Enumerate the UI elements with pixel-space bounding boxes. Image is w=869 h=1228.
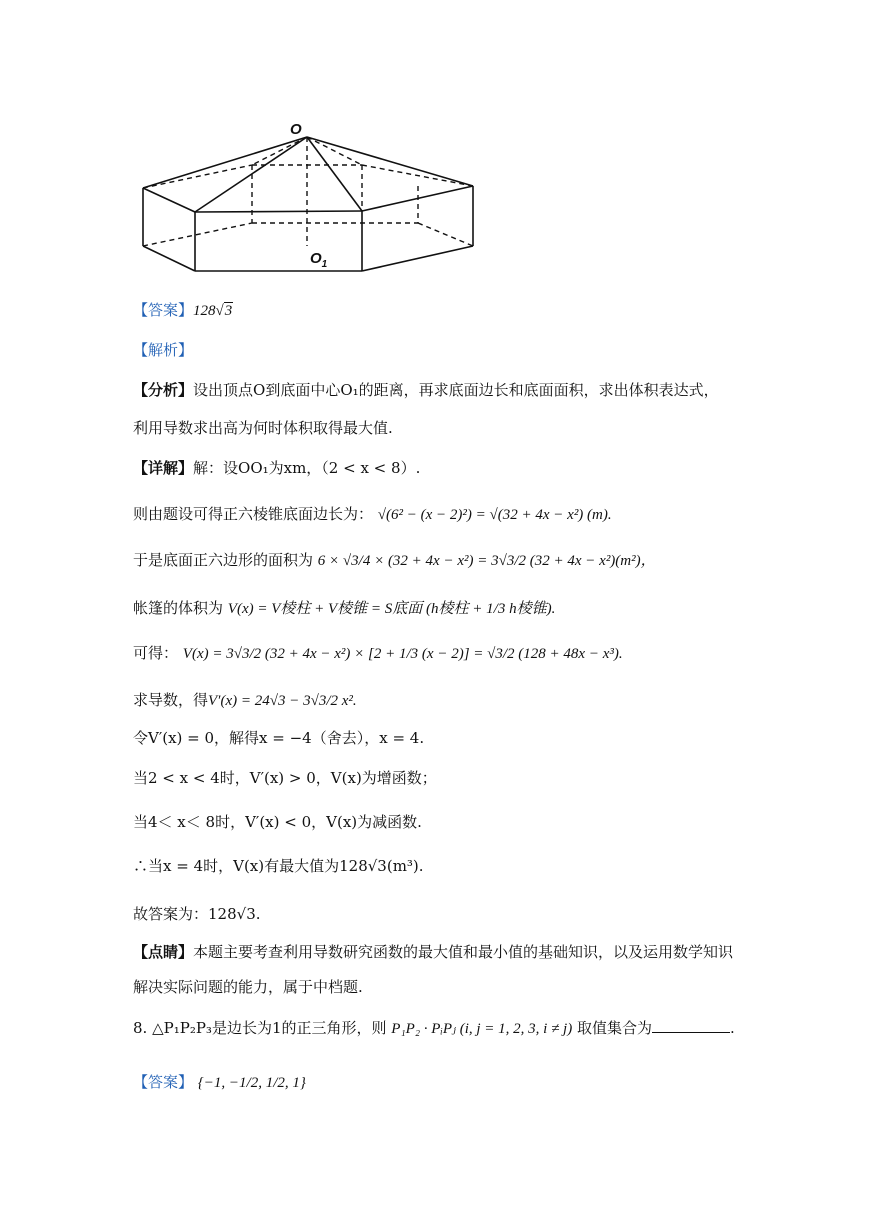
q8-number: 8. [133, 1019, 148, 1037]
step10-line [133, 904, 261, 924]
fenxi-text-1: 设出顶点O到底面中心O₁的距离，再求底面边长和底面面积，求出体积表达式， [193, 381, 719, 399]
step2-text: 于是底面正六边形的面积为 [133, 551, 314, 569]
answer-root: 3 [224, 303, 233, 319]
answer-blank [652, 1018, 730, 1033]
center-label-letter: O [310, 250, 322, 267]
step9-text: ∴当x = 4时，V(x)有最大值为128√3(m³). [133, 857, 424, 875]
q8-answer-set: {−1, −1/2, 1/2, 1} [197, 1075, 306, 1091]
fenxi-label: 【分析】 [133, 381, 194, 399]
step7-line [133, 768, 437, 788]
step1-math: √(6² − (x − 2)²) = √(32 + 4x − x²) (m). [377, 507, 612, 523]
q8-text-b: 取值集合为 [577, 1019, 653, 1037]
step7-text: 当2 < x < 4时，V′(x) > 0，V(x)为增函数； [133, 769, 437, 787]
step9-line [133, 856, 424, 876]
step4-line [133, 643, 623, 664]
fenxi-line1 [133, 380, 719, 400]
q8-vector-expr: P₁P₂ · PᵢPⱼ (i, j = 1, 2, 3, i ≠ j) [391, 1021, 573, 1037]
step1-line [133, 504, 612, 525]
comment-line2 [133, 977, 363, 997]
step5-line [133, 690, 357, 711]
q8-end: . [730, 1019, 735, 1037]
q8-answer-tag: 【答案】 [133, 1073, 194, 1091]
comment-line1 [133, 942, 733, 962]
q7-answer: 【答案】128√3 [133, 301, 233, 319]
answer-value: 128 [193, 303, 216, 319]
center-label-sub: 1 [321, 259, 328, 270]
comment-text-2: 解决实际问题的能力，属于中档题. [133, 978, 363, 996]
q8-text-a: △P₁P₂P₃是边长为1的正三角形，则 [152, 1019, 387, 1037]
step6-line [133, 728, 424, 748]
step8-text: 当4＜ x＜ 8时，V′(x) < 0，V(x)为减函数. [133, 813, 422, 831]
step1-text: 则由题设可得正六棱锥底面边长为： [133, 505, 374, 523]
q8-line [133, 1018, 735, 1039]
fenxi-text-2: 利用导数求出高为何时体积取得最大值. [133, 419, 393, 437]
step2-line [133, 550, 656, 571]
detail-text: 解：设OO₁为xm，（2 < x < 8）. [193, 459, 421, 477]
detail-line [133, 458, 420, 478]
step2-math: 6 × √3/4 × (32 + 4x − x²) = 3√3/2 (32 + 4x − x²)(m²)， [317, 553, 656, 569]
center-label [310, 250, 328, 270]
step3-line [133, 598, 555, 619]
step6-text: 令V′(x) = 0，解得x = −4（舍去），x = 4. [133, 729, 425, 747]
analysis-tag [133, 340, 193, 360]
q8-answer [133, 1072, 306, 1093]
step4-math: V(x) = 3√3/2 (32 + 4x − x²) × [2 + 1/3 (x − 2)] = √3/2 (128 + 48x − x³). [182, 646, 623, 662]
step8-line [133, 812, 422, 832]
apex-label: O [290, 121, 302, 138]
detail-label: 【详解】 [133, 459, 194, 477]
tent-figure [130, 110, 490, 280]
answer-tag: 【答案】 [133, 301, 194, 319]
comment-text-1: 本题主要考查利用导数研究函数的最大值和最小值的基础知识，以及运用数学知识 [193, 943, 734, 961]
step10-text: 故答案为：128√3. [133, 905, 261, 923]
fenxi-line2 [133, 418, 393, 438]
step3-math: V(x) = V棱柱 + V棱锥 = S底面 (h棱柱 + 1/3 h棱锥). [227, 601, 556, 617]
step5-math: V′(x) = 24√3 − 3√3/2 x². [208, 693, 357, 709]
step3-text: 帐篷的体积为 [133, 599, 224, 617]
analysis-label: 【解析】 [133, 341, 194, 359]
step5-text: 求导数，得 [133, 691, 209, 709]
step4-text: 可得： [133, 644, 179, 662]
comment-label: 【点睛】 [133, 943, 194, 961]
